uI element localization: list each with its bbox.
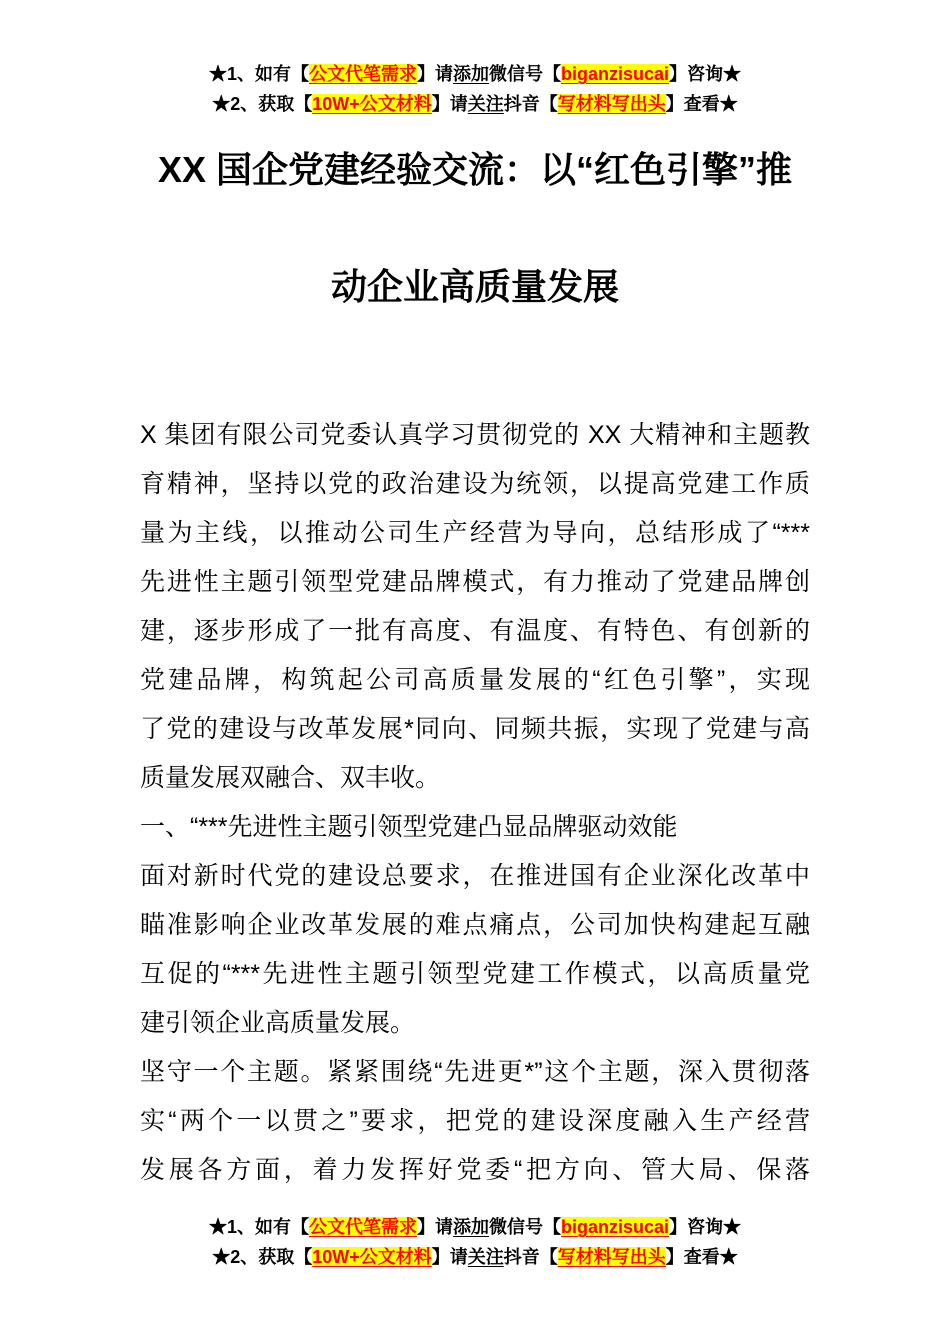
bottom-notice (0, 1212, 950, 1272)
underlined-action: 关注 (467, 1247, 504, 1267)
highlighted-keyword: 10W+公文材料 (312, 1247, 432, 1267)
notice-text: ★1、如有【 (208, 1217, 309, 1237)
notice-text: 微信号【 (488, 64, 561, 84)
wechat-id: biganzisucai (560, 1217, 670, 1237)
notice-text: 】请 (416, 64, 453, 84)
notice-text: 微信号【 (488, 1217, 561, 1237)
douyin-id: 写材料写出头 (557, 1247, 666, 1267)
notice-text: ★2、获取【 (212, 94, 313, 114)
top-notice (0, 59, 950, 119)
section-heading: 一、“***先进性主题引领型党建凸显品牌驱动效能 (140, 813, 678, 841)
notice-line-1 (0, 1212, 950, 1242)
body-line: 育精神，坚持以党的政治建设为统领，以提高党建工作质 (140, 470, 810, 498)
notice-text: 抖音【 (503, 1247, 558, 1267)
body-line: X 集团有限公司党委认真学习贯彻党的 XX 大精神和主题教 (140, 421, 810, 449)
notice-text: 】咨询★ (669, 1217, 742, 1237)
body-line: 量为主线，以推动公司生产经营为导向，总结形成了“*** (140, 519, 810, 547)
body-line: 党建品牌，构筑起公司高质量发展的“红色引擎”，实现 (140, 666, 810, 694)
body-line: 互促的“***先进性主题引领型党建工作模式，以高质量党 (140, 960, 810, 988)
body-line: 面对新时代党的建设总要求，在推进国有企业深化改革中 (140, 862, 810, 890)
body-line: 先进性主题引领型党建品牌模式，有力推动了党建品牌创 (140, 568, 810, 596)
title-line-2: 动企业高质量发展 (330, 266, 619, 307)
notice-text: 】请 (431, 1247, 468, 1267)
notice-text: 】请 (431, 94, 468, 114)
body-line: 瞄准影响企业改革发展的难点痛点，公司加快构建起互融 (140, 911, 810, 939)
notice-text: 】查看★ (665, 94, 738, 114)
highlighted-keyword: 公文代笔需求 (308, 64, 417, 84)
douyin-id: 写材料写出头 (557, 94, 666, 114)
highlighted-keyword: 10W+公文材料 (312, 94, 432, 114)
document-body (140, 411, 810, 1195)
notice-text: 抖音【 (503, 94, 558, 114)
notice-text: 】请 (416, 1217, 453, 1237)
notice-line-2 (0, 1242, 950, 1272)
underlined-action: 添加 (452, 1217, 489, 1237)
body-line: 质量发展双融合、双丰收。 (140, 764, 441, 792)
notice-text: 】咨询★ (669, 64, 742, 84)
body-line: 建，逐步形成了一批有高度、有温度、有特色、有创新的 (140, 617, 810, 645)
highlighted-keyword: 公文代笔需求 (308, 1217, 417, 1237)
notice-text: ★1、如有【 (208, 64, 309, 84)
title-line-1: XX 国企党建经验交流：以“红色引擎”推 (157, 149, 793, 190)
underlined-action: 关注 (467, 94, 504, 114)
underlined-action: 添加 (452, 64, 489, 84)
body-line: 坚守一个主题。紧紧围绕“先进更*”这个主题，深入贯彻落 (140, 1058, 810, 1086)
body-line: 发展各方面，着力发挥好党委“把方向、管大局、保落 (140, 1156, 810, 1184)
body-line: 建引领企业高质量发展。 (140, 1009, 416, 1037)
wechat-id: biganzisucai (560, 64, 670, 84)
body-line: 实“两个一以贯之”要求，把党的建设深度融入生产经营 (140, 1107, 810, 1135)
notice-text: 】查看★ (665, 1247, 738, 1267)
document-title (70, 111, 880, 345)
body-line: 了党的建设与改革发展*同向、同频共振，实现了党建与高 (140, 715, 810, 743)
notice-text: ★2、获取【 (212, 1247, 313, 1267)
notice-line-1 (0, 59, 950, 89)
